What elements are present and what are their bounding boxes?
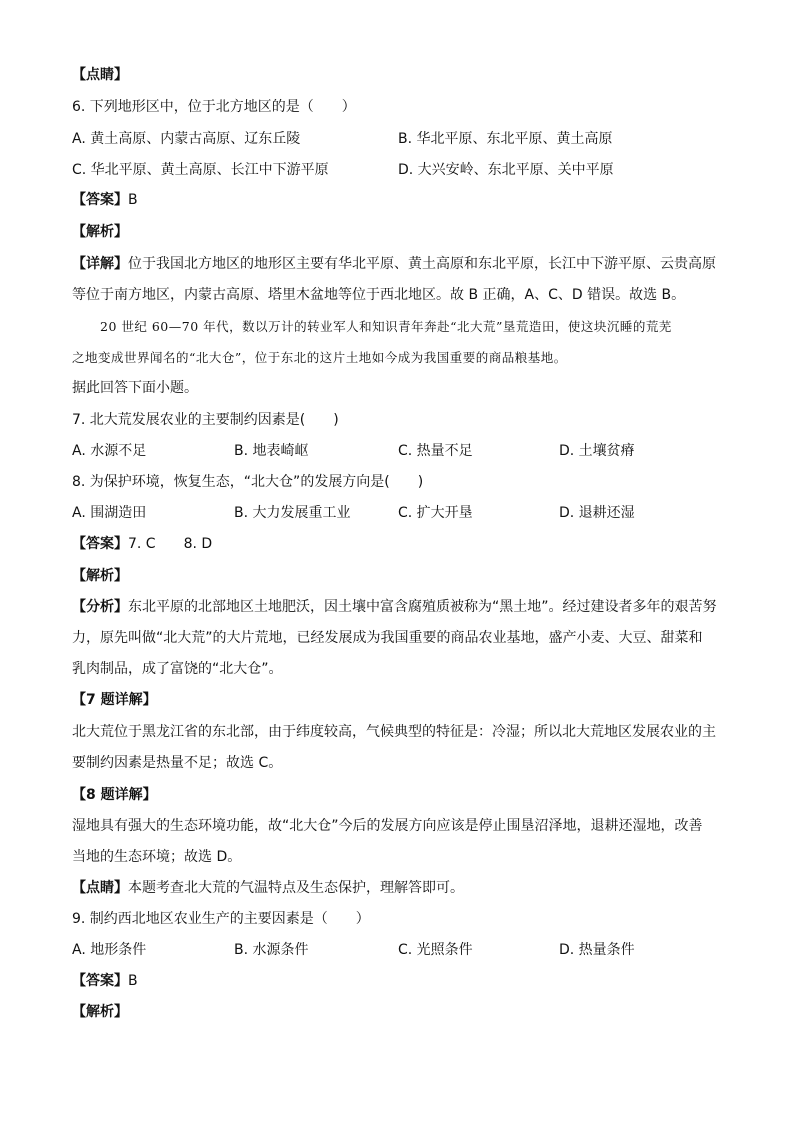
q9-option-a: A. 地形条件: [72, 942, 147, 958]
dianjing-heading: 【点睛】: [72, 67, 128, 83]
passage-line-2: 之地变成世界闻名的“北大仓”，位于东北的这片土地如今成为我国重要的商品粮基地。: [72, 350, 567, 365]
q6-answer-line: [72, 190, 138, 210]
answer-tag: 【答案】: [72, 192, 128, 208]
answer-tag: 【答案】: [72, 536, 128, 552]
q78-dianjing-text: 本题考查北大荒的气温特点及生态保护，理解答即可。: [128, 880, 464, 896]
q8-option-d: D. 退耕还湿: [559, 505, 635, 521]
q6-option-c: C. 华北平原、黄土高原、长江中下游平原: [72, 162, 329, 178]
q7-option-b: B. 地表崎岖: [234, 443, 309, 459]
q8-stem: 8. 为保护环境，恢复生态，“北大仓”的发展方向是( ): [72, 474, 424, 490]
q78-analysis-text-1: 东北平原的北部地区土地肥沃，因土壤中富含腐殖质被称为“黑土地”。经过建设者多年的艰苦努: [128, 599, 717, 615]
analysis-tag: 【分析】: [72, 599, 128, 615]
q7-detail-heading: 【7 题详解】: [72, 692, 157, 708]
q6-option-b: B. 华北平原、东北平原、黄土高原: [398, 131, 613, 147]
q78-analysis-line-3: 乳肉制品，成了富饶的“北大仓”。: [72, 661, 283, 677]
q78-jiexi-heading: 【解析】: [72, 568, 128, 584]
dianjing-tag: 【点睛】: [72, 880, 128, 896]
q6-detail-line-1: [72, 254, 716, 274]
q6-answer: B: [128, 192, 138, 208]
q7-detail-line-1: 北大荒位于黑龙江省的东北部，由于纬度较高，气候典型的特征是：冷湿；所以北大荒地区发展农业的主: [72, 724, 716, 740]
q6-detail-text-1: 位于我国北方地区的地形区主要有华北平原、黄土高原和东北平原，长江中下游平原、云贵高原: [128, 256, 716, 272]
q8-detail-line-2: 当地的生态环境；故选 D。: [72, 849, 242, 865]
q9-stem: 9. 制约西北地区农业生产的主要因素是（ ）: [72, 911, 370, 927]
q78-analysis-line-1: [72, 597, 717, 617]
q7-detail-line-2: 要制约因素是热量不足；故选 C。: [72, 755, 283, 771]
q7-option-c: C. 热量不足: [398, 443, 473, 459]
q9-option-b: B. 水源条件: [234, 942, 309, 958]
q7-option-d: D. 土壤贫瘠: [559, 443, 635, 459]
q78-dianjing-line: [72, 878, 464, 898]
q8-option-c: C. 扩大开垦: [398, 505, 473, 521]
q8-option-b: B. 大力发展重工业: [234, 505, 351, 521]
q8-detail-heading: 【8 题详解】: [72, 787, 157, 803]
q78-answer-line: [72, 534, 212, 554]
q78-answer: 7. C 8. D: [128, 536, 213, 552]
passage-line-1: 20 世纪 60—70 年代，数以万计的转业军人和知识青年奔赴“北大荒”垦荒造田，使这块沉睡的荒芜: [100, 319, 672, 334]
answer-tag: 【答案】: [72, 973, 128, 989]
q7-stem: 7. 北大荒发展农业的主要制约因素是( ): [72, 412, 339, 428]
passage-line-3: 据此回答下面小题。: [72, 380, 198, 396]
q9-answer-line: [72, 971, 138, 991]
q6-stem: 6. 下列地形区中，位于北方地区的是（ ）: [72, 99, 356, 115]
q9-jiexi-heading: 【解析】: [72, 1004, 128, 1020]
q9-answer: B: [128, 973, 138, 989]
detail-tag: 【详解】: [72, 256, 128, 272]
q6-jiexi-heading: 【解析】: [72, 224, 128, 240]
q6-option-d: D. 大兴安岭、东北平原、关中平原: [398, 162, 614, 178]
q7-option-a: A. 水源不足: [72, 443, 147, 459]
q6-detail-line-2: 等位于南方地区，内蒙古高原、塔里木盆地等位于西北地区。故 B 正确，A、C、D 错误。故选 B。: [72, 287, 686, 303]
q9-option-d: D. 热量条件: [559, 942, 635, 958]
q8-option-a: A. 围湖造田: [72, 505, 147, 521]
q78-analysis-line-2: 力，原先叫做“北大荒”的大片荒地，已经发展成为我国重要的商品农业基地，盛产小麦、大豆、甜菜和: [72, 630, 703, 646]
q8-detail-line-1: 湿地具有强大的生态环境功能，故“北大仓”今后的发展方向应该是停止围垦沼泽地，退耕还湿地，改善: [72, 818, 703, 834]
q6-option-a: A. 黄土高原、内蒙古高原、辽东丘陵: [72, 131, 301, 147]
q9-option-c: C. 光照条件: [398, 942, 473, 958]
